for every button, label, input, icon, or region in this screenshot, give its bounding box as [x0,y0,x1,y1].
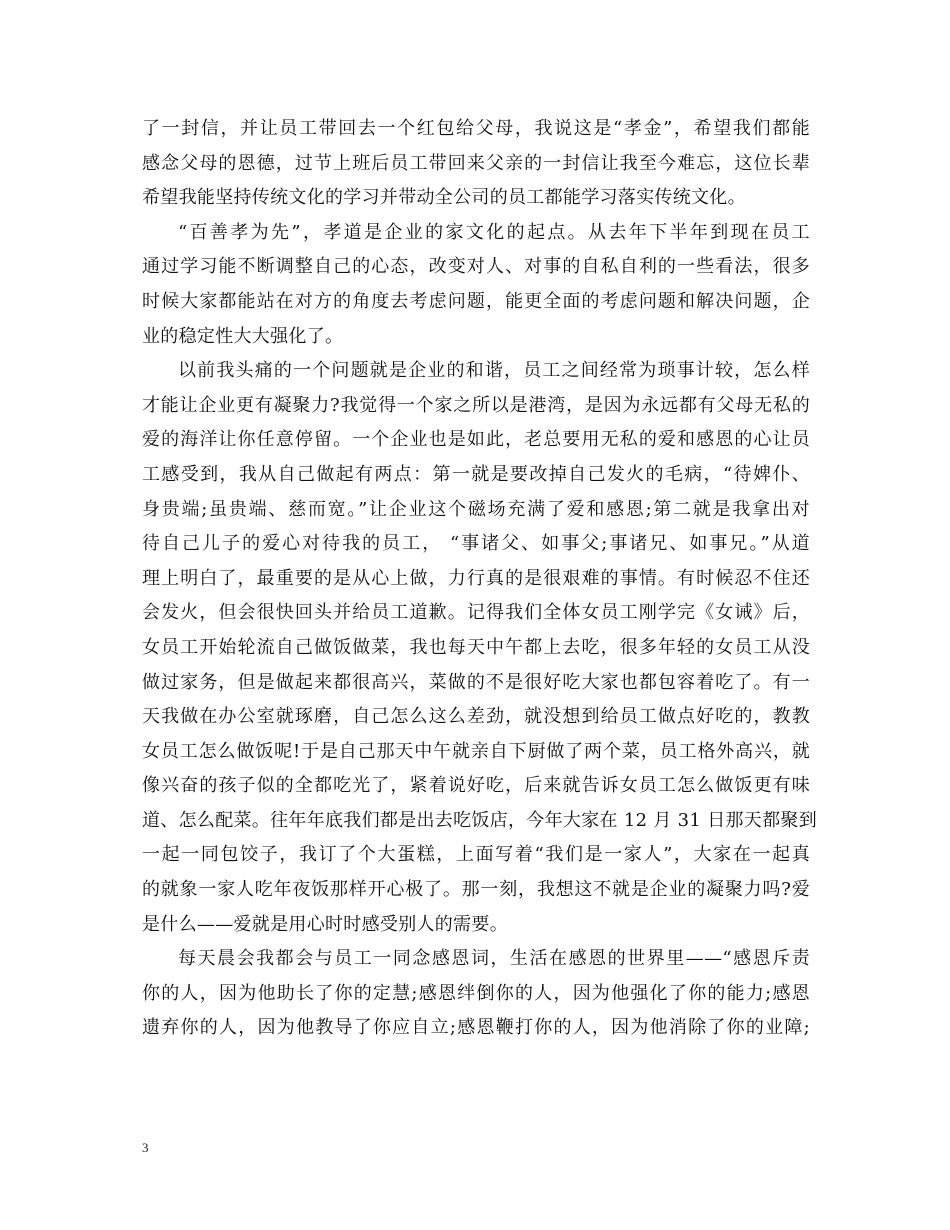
text-line: 的就象一家人吃年夜饭那样开心极了。那一刻，我想这不就是企业的凝聚力吗?爱 [142,879,810,901]
text-line: “百善孝为先”，孝道是企业的家文化的起点。从去年下半年到现在员工 [178,221,810,243]
text-line: 你的人，因为他助长了你的定慧;感恩绊倒你的人，因为他强化了你的能力;感恩 [142,982,810,1004]
text-line: 遗弃你的人，因为他教导了你应自立;感恩鞭打你的人，因为他消除了你的业障; [142,1017,810,1039]
text-line: 通过学习能不断调整自己的心态，改变对人、对事的自私自利的一些看法，很多 [142,256,810,278]
text-line: 天我做在办公室就琢磨，自己怎么这么差劲，就没想到给员工做点好吃的，教教 [142,706,810,728]
text-line: 女员工怎么做饭呢!于是自己那天中午就亲自下厨做了两个菜，员工格外高兴，就 [142,740,810,762]
text-line: 了一封信，并让员工带回去一个红包给父母，我说这是“孝金”，希望我们都能 [142,118,810,139]
text-line: 理上明白了，最重要的是从心上做，力行真的是很艰难的事情。有时候忍不住还 [142,567,810,589]
text-line: 希望我能坚持传统文化的学习并带动全公司的员工都能学习落实传统文化。 [142,187,746,209]
text-line: 感念父母的恩德，过节上班后员工带回来父亲的一封信让我至今难忘，这位长辈 [142,152,810,174]
text-line: 待自己儿子的爱心对待我的员工， “事诸父、如事父;事诸兄、如事兄。”从道 [142,533,810,555]
page-number: 3 [142,1140,149,1155]
text-line: 会发火，但会很快回头并给员工道歉。记得我们全体女员工刚学完《女诫》后， [142,602,810,624]
text-line: 以前我头痛的一个问题就是企业的和谐，员工之间经常为琐事计较，怎么样 [178,360,810,382]
text-line: 女员工开始轮流自己做饭做菜，我也每天中午都上去吃，很多年轻的女员工从没 [142,636,810,658]
text-line: 道、怎么配菜。往年年底我们都是出去吃饭店，今年大家在 12 月 31 日那天都聚到 [142,809,817,831]
text-line: 才能让企业更有凝聚力?我觉得一个家之所以是港湾，是因为永远都有父母无私的 [142,394,810,416]
text-line: 每天晨会我都会与员工一同念感恩词，生活在感恩的世界里——“感恩斥责 [178,948,810,970]
text-line: 一起一同包饺子，我订了个大蛋糕，上面写着“我们是一家人”，大家在一起真 [142,844,810,866]
text-line: 业的稳定性大大强化了。 [142,325,344,347]
text-line: 爱的海洋让你任意停留。一个企业也是如此，老总要用无私的爱和感恩的心让员 [142,429,810,451]
text-line: 时候大家都能站在对方的角度去考虑问题，能更全面的考虑问题和解决问题，企 [142,290,810,312]
text-line: 是什么——爱就是用心时时感受别人的需要。 [142,913,508,935]
text-line: 做过家务，但是做起来都很高兴，菜做的不是很好吃大家也都包容着吃了。有一 [142,671,810,693]
text-line: 工感受到，我从自己做起有两点：第一就是要改掉自己发火的毛病，“待婢仆、 [142,463,810,485]
text-line: 身贵端;虽贵端、慈而宽。”让企业这个磁场充满了爱和感恩;第二就是我拿出对 [142,498,810,520]
text-line: 像兴奋的孩子似的全都吃光了，紧着说好吃，后来就告诉女员工怎么做饭更有味 [142,775,810,797]
body-text [142,112,817,1046]
